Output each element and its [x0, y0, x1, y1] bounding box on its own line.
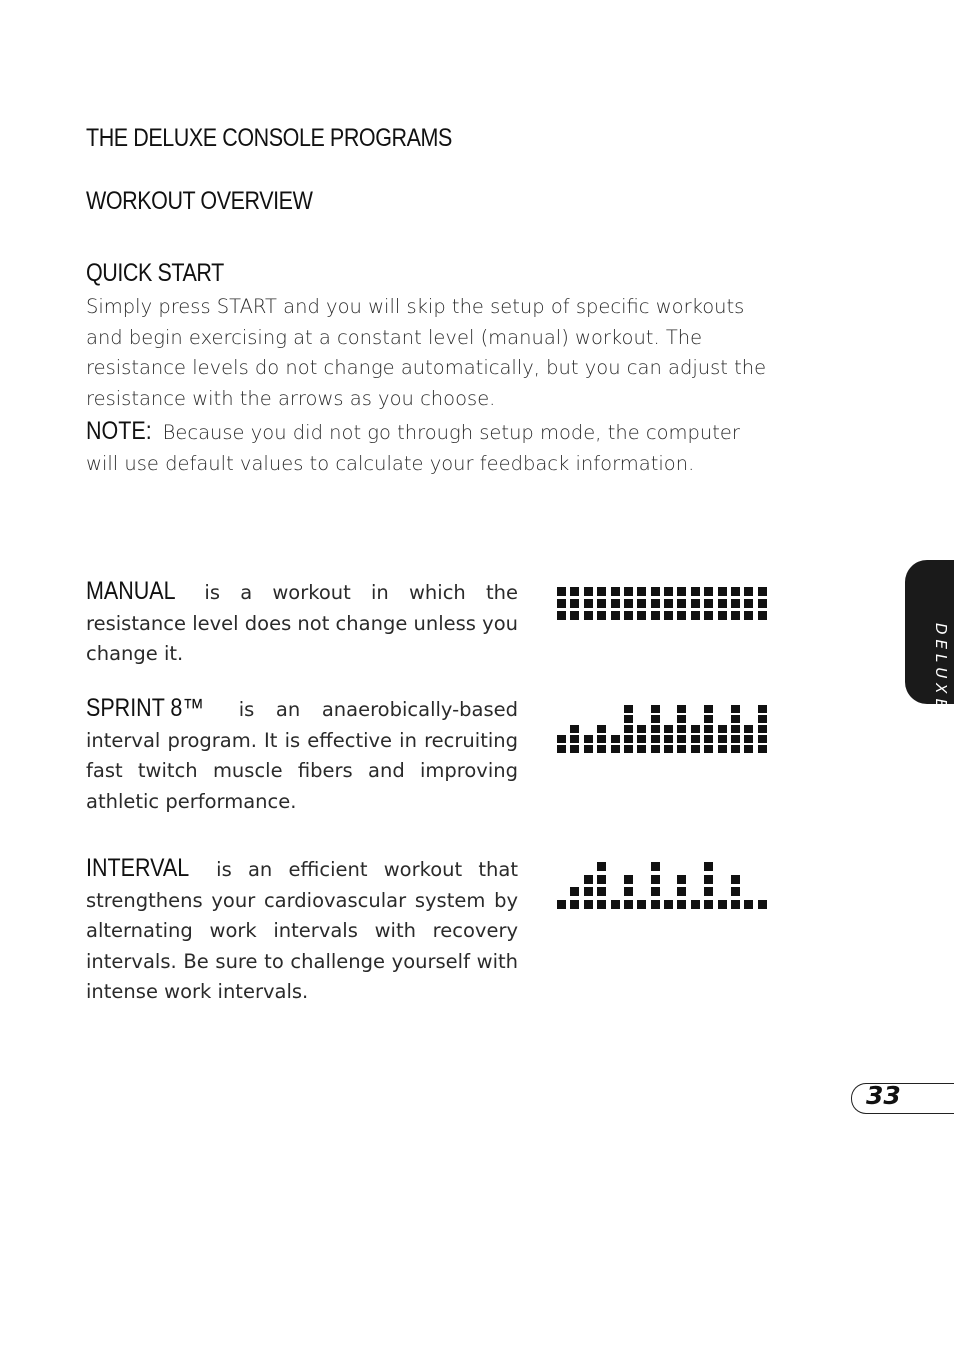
- interval-profile-cell: [584, 900, 593, 909]
- section-heading-workout-overview: WORKOUT OVERVIEW: [86, 187, 313, 215]
- sprint8-profile-cell: [597, 745, 606, 753]
- interval-profile-cell: [704, 862, 713, 871]
- manual-profile-cell: [637, 611, 646, 620]
- manual-profile-cell: [584, 599, 593, 608]
- interval-profile-cell: [557, 900, 566, 909]
- manual-profile-cell: [718, 587, 727, 596]
- interval-profile-cell: [704, 875, 713, 884]
- interval-profile-cell: [624, 887, 633, 896]
- interval-profile-cell: [677, 900, 686, 909]
- deluxe-side-tab: [905, 560, 954, 714]
- manual-profile-cell: [570, 587, 579, 596]
- interval-profile-cell: [584, 887, 593, 896]
- sprint8-profile-cell: [651, 725, 660, 733]
- manual-profile-cell: [597, 587, 606, 596]
- sprint8-profile-cell: [677, 725, 686, 733]
- interval-profile-cell: [597, 862, 606, 871]
- interval-profile-cell: [718, 900, 727, 909]
- interval-profile-cell: [731, 875, 740, 884]
- manual-profile-cell: [637, 587, 646, 596]
- sprint8-profile-cell: [704, 745, 713, 753]
- sprint8-profile-cell: [664, 725, 673, 733]
- sprint8-profile-cell: [637, 725, 646, 733]
- manual-profile-cell: [584, 587, 593, 596]
- sprint8-profile-cell: [718, 725, 727, 733]
- manual-profile-cell: [557, 611, 566, 620]
- sprint8-profile-cell: [731, 745, 740, 753]
- manual-profile-cell: [624, 611, 633, 620]
- sprint8-profile-cell: [731, 735, 740, 743]
- manual-profile-cell: [691, 587, 700, 596]
- interval-profile-cell: [731, 887, 740, 896]
- program-manual: [86, 576, 518, 670]
- page-title: THE DELUXE CONSOLE PROGRAMS: [86, 124, 452, 152]
- manual-profile-cell: [570, 611, 579, 620]
- interval-profile-cell: [624, 900, 633, 909]
- sprint8-profile-cell: [664, 745, 673, 753]
- sprint8-profile-cell: [744, 725, 753, 733]
- manual-profile-cell: [611, 599, 620, 608]
- interval-profile-cell: [584, 875, 593, 884]
- note-text: Because you did not go through setup mode, the computer will use default values to calculate your feedback information.: [86, 421, 740, 475]
- sprint8-profile-cell: [718, 735, 727, 743]
- manual-profile-cell: [664, 599, 673, 608]
- sprint8-profile-cell: [677, 745, 686, 753]
- interval-profile-graphic: [557, 860, 771, 911]
- manual-profile-cell: [597, 599, 606, 608]
- sprint8-profile-graphic: [557, 704, 771, 755]
- sprint8-profile-cell: [677, 735, 686, 743]
- section-heading-quick-start: QUICK START: [86, 259, 224, 287]
- sprint8-profile-cell: [704, 735, 713, 743]
- interval-profile-cell: [677, 875, 686, 884]
- sprint8-profile-cell: [597, 725, 606, 733]
- manual-profile-cell: [570, 599, 579, 608]
- program-sprint8: [86, 693, 518, 817]
- sprint8-profile-cell: [758, 735, 767, 743]
- manual-profile-cell: [677, 611, 686, 620]
- interval-profile-cell: [624, 875, 633, 884]
- interval-profile-cell: [570, 900, 579, 909]
- sprint8-profile-cell: [611, 745, 620, 753]
- interval-profile-cell: [704, 887, 713, 896]
- interval-profile-cell: [677, 887, 686, 896]
- sprint8-profile-cell: [557, 745, 566, 753]
- manual-profile-graphic: [557, 585, 771, 622]
- sprint8-profile-cell: [758, 745, 767, 753]
- sprint8-profile-cell: [691, 735, 700, 743]
- program-interval-term: INTERVAL: [86, 854, 190, 882]
- manual-profile-cell: [691, 599, 700, 608]
- manual-profile-cell: [637, 599, 646, 608]
- sprint8-profile-cell: [637, 735, 646, 743]
- manual-profile-cell: [731, 611, 740, 620]
- interval-profile-cell: [744, 900, 753, 909]
- program-sprint8-term: SPRINT 8™: [86, 694, 204, 722]
- program-interval: [86, 853, 518, 1008]
- interval-profile-cell: [597, 900, 606, 909]
- sprint8-profile-cell: [731, 715, 740, 723]
- quick-start-paragraph: Simply press START and you will skip the setup of specific workouts and begin exercising at a constant level (manual) workout. The resistance levels do not change automatically, but you can adjust the resistance with the arrows as you choose.: [86, 295, 767, 410]
- sprint8-profile-cell: [677, 715, 686, 723]
- manual-profile-cell: [611, 611, 620, 620]
- sprint8-profile-cell: [651, 735, 660, 743]
- manual-profile-cell: [744, 599, 753, 608]
- interval-profile-cell: [637, 900, 646, 909]
- manual-profile-cell: [758, 599, 767, 608]
- sprint8-profile-cell: [704, 705, 713, 713]
- interval-profile-cell: [597, 875, 606, 884]
- manual-profile-cell: [597, 611, 606, 620]
- manual-profile-cell: [664, 587, 673, 596]
- manual-profile-cell: [731, 587, 740, 596]
- sprint8-profile-cell: [731, 705, 740, 713]
- manual-profile-cell: [758, 587, 767, 596]
- interval-profile-cell: [651, 862, 660, 871]
- sprint8-profile-cell: [624, 745, 633, 753]
- interval-profile-cell: [611, 900, 620, 909]
- sprint8-profile-cell: [758, 705, 767, 713]
- sprint8-profile-cell: [677, 705, 686, 713]
- sprint8-profile-cell: [651, 745, 660, 753]
- manual-profile-cell: [744, 611, 753, 620]
- interval-profile-cell: [597, 887, 606, 896]
- sprint8-profile-cell: [584, 735, 593, 743]
- sprint8-profile-cell: [744, 745, 753, 753]
- sprint8-profile-cell: [704, 715, 713, 723]
- sprint8-profile-cell: [758, 725, 767, 733]
- program-manual-description: is a workout in which the resistance level does not change unless you change it.: [86, 581, 518, 665]
- manual-profile-cell: [651, 587, 660, 596]
- sprint8-profile-cell: [557, 735, 566, 743]
- sprint8-profile-cell: [651, 715, 660, 723]
- sprint8-profile-cell: [597, 735, 606, 743]
- program-interval-description: is an efficient workout that strengthens your cardiovascular system by alternating work intervals with recovery intervals. Be sure to challenge yourself with intense work intervals.: [86, 858, 518, 1003]
- interval-profile-cell: [704, 900, 713, 909]
- side-tab-label: DELUXE: [932, 622, 950, 714]
- manual-profile-cell: [651, 599, 660, 608]
- quick-start-note: [86, 416, 776, 479]
- sprint8-profile-cell: [691, 745, 700, 753]
- sprint8-profile-cell: [718, 745, 727, 753]
- sprint8-profile-cell: [637, 745, 646, 753]
- interval-profile-cell: [758, 900, 767, 909]
- sprint8-profile-cell: [758, 715, 767, 723]
- sprint8-profile-cell: [570, 745, 579, 753]
- sprint8-profile-cell: [664, 735, 673, 743]
- sprint8-profile-cell: [624, 705, 633, 713]
- sprint8-profile-cell: [744, 735, 753, 743]
- manual-profile-cell: [624, 587, 633, 596]
- sprint8-profile-cell: [624, 735, 633, 743]
- program-manual-term: MANUAL: [86, 577, 176, 605]
- manual-profile-cell: [718, 599, 727, 608]
- manual-profile-cell: [758, 611, 767, 620]
- manual-profile-cell: [651, 611, 660, 620]
- manual-profile-cell: [704, 587, 713, 596]
- manual-profile-cell: [584, 611, 593, 620]
- sprint8-profile-cell: [624, 715, 633, 723]
- manual-profile-cell: [744, 587, 753, 596]
- page-number: 33: [866, 1081, 901, 1110]
- sprint8-profile-cell: [691, 725, 700, 733]
- manual-profile-cell: [557, 599, 566, 608]
- manual-profile-cell: [557, 587, 566, 596]
- interval-profile-cell: [651, 887, 660, 896]
- sprint8-profile-cell: [584, 745, 593, 753]
- manual-profile-cell: [664, 611, 673, 620]
- sprint8-profile-cell: [570, 735, 579, 743]
- quick-start-section: [86, 292, 776, 479]
- interval-profile-cell: [651, 900, 660, 909]
- manual-profile-cell: [611, 587, 620, 596]
- interval-profile-cell: [651, 875, 660, 884]
- manual-profile-cell: [704, 599, 713, 608]
- manual-profile-cell: [677, 587, 686, 596]
- manual-profile-cell: [691, 611, 700, 620]
- note-label: NOTE:: [86, 417, 152, 445]
- sprint8-profile-cell: [611, 735, 620, 743]
- interval-profile-cell: [664, 900, 673, 909]
- sprint8-profile-cell: [624, 725, 633, 733]
- manual-profile-cell: [704, 611, 713, 620]
- sprint8-profile-cell: [651, 705, 660, 713]
- sprint8-profile-cell: [704, 725, 713, 733]
- interval-profile-cell: [691, 900, 700, 909]
- sprint8-profile-cell: [570, 725, 579, 733]
- manual-profile-cell: [677, 599, 686, 608]
- program-sprint8-description: is an anaerobically-based interval program. It is effective in recruiting fast twitch muscle fibers and improving athletic performance.: [86, 698, 518, 813]
- sprint8-profile-cell: [731, 725, 740, 733]
- interval-profile-cell: [570, 887, 579, 896]
- interval-profile-cell: [731, 900, 740, 909]
- manual-profile-cell: [624, 599, 633, 608]
- manual-profile-cell: [731, 599, 740, 608]
- manual-profile-cell: [718, 611, 727, 620]
